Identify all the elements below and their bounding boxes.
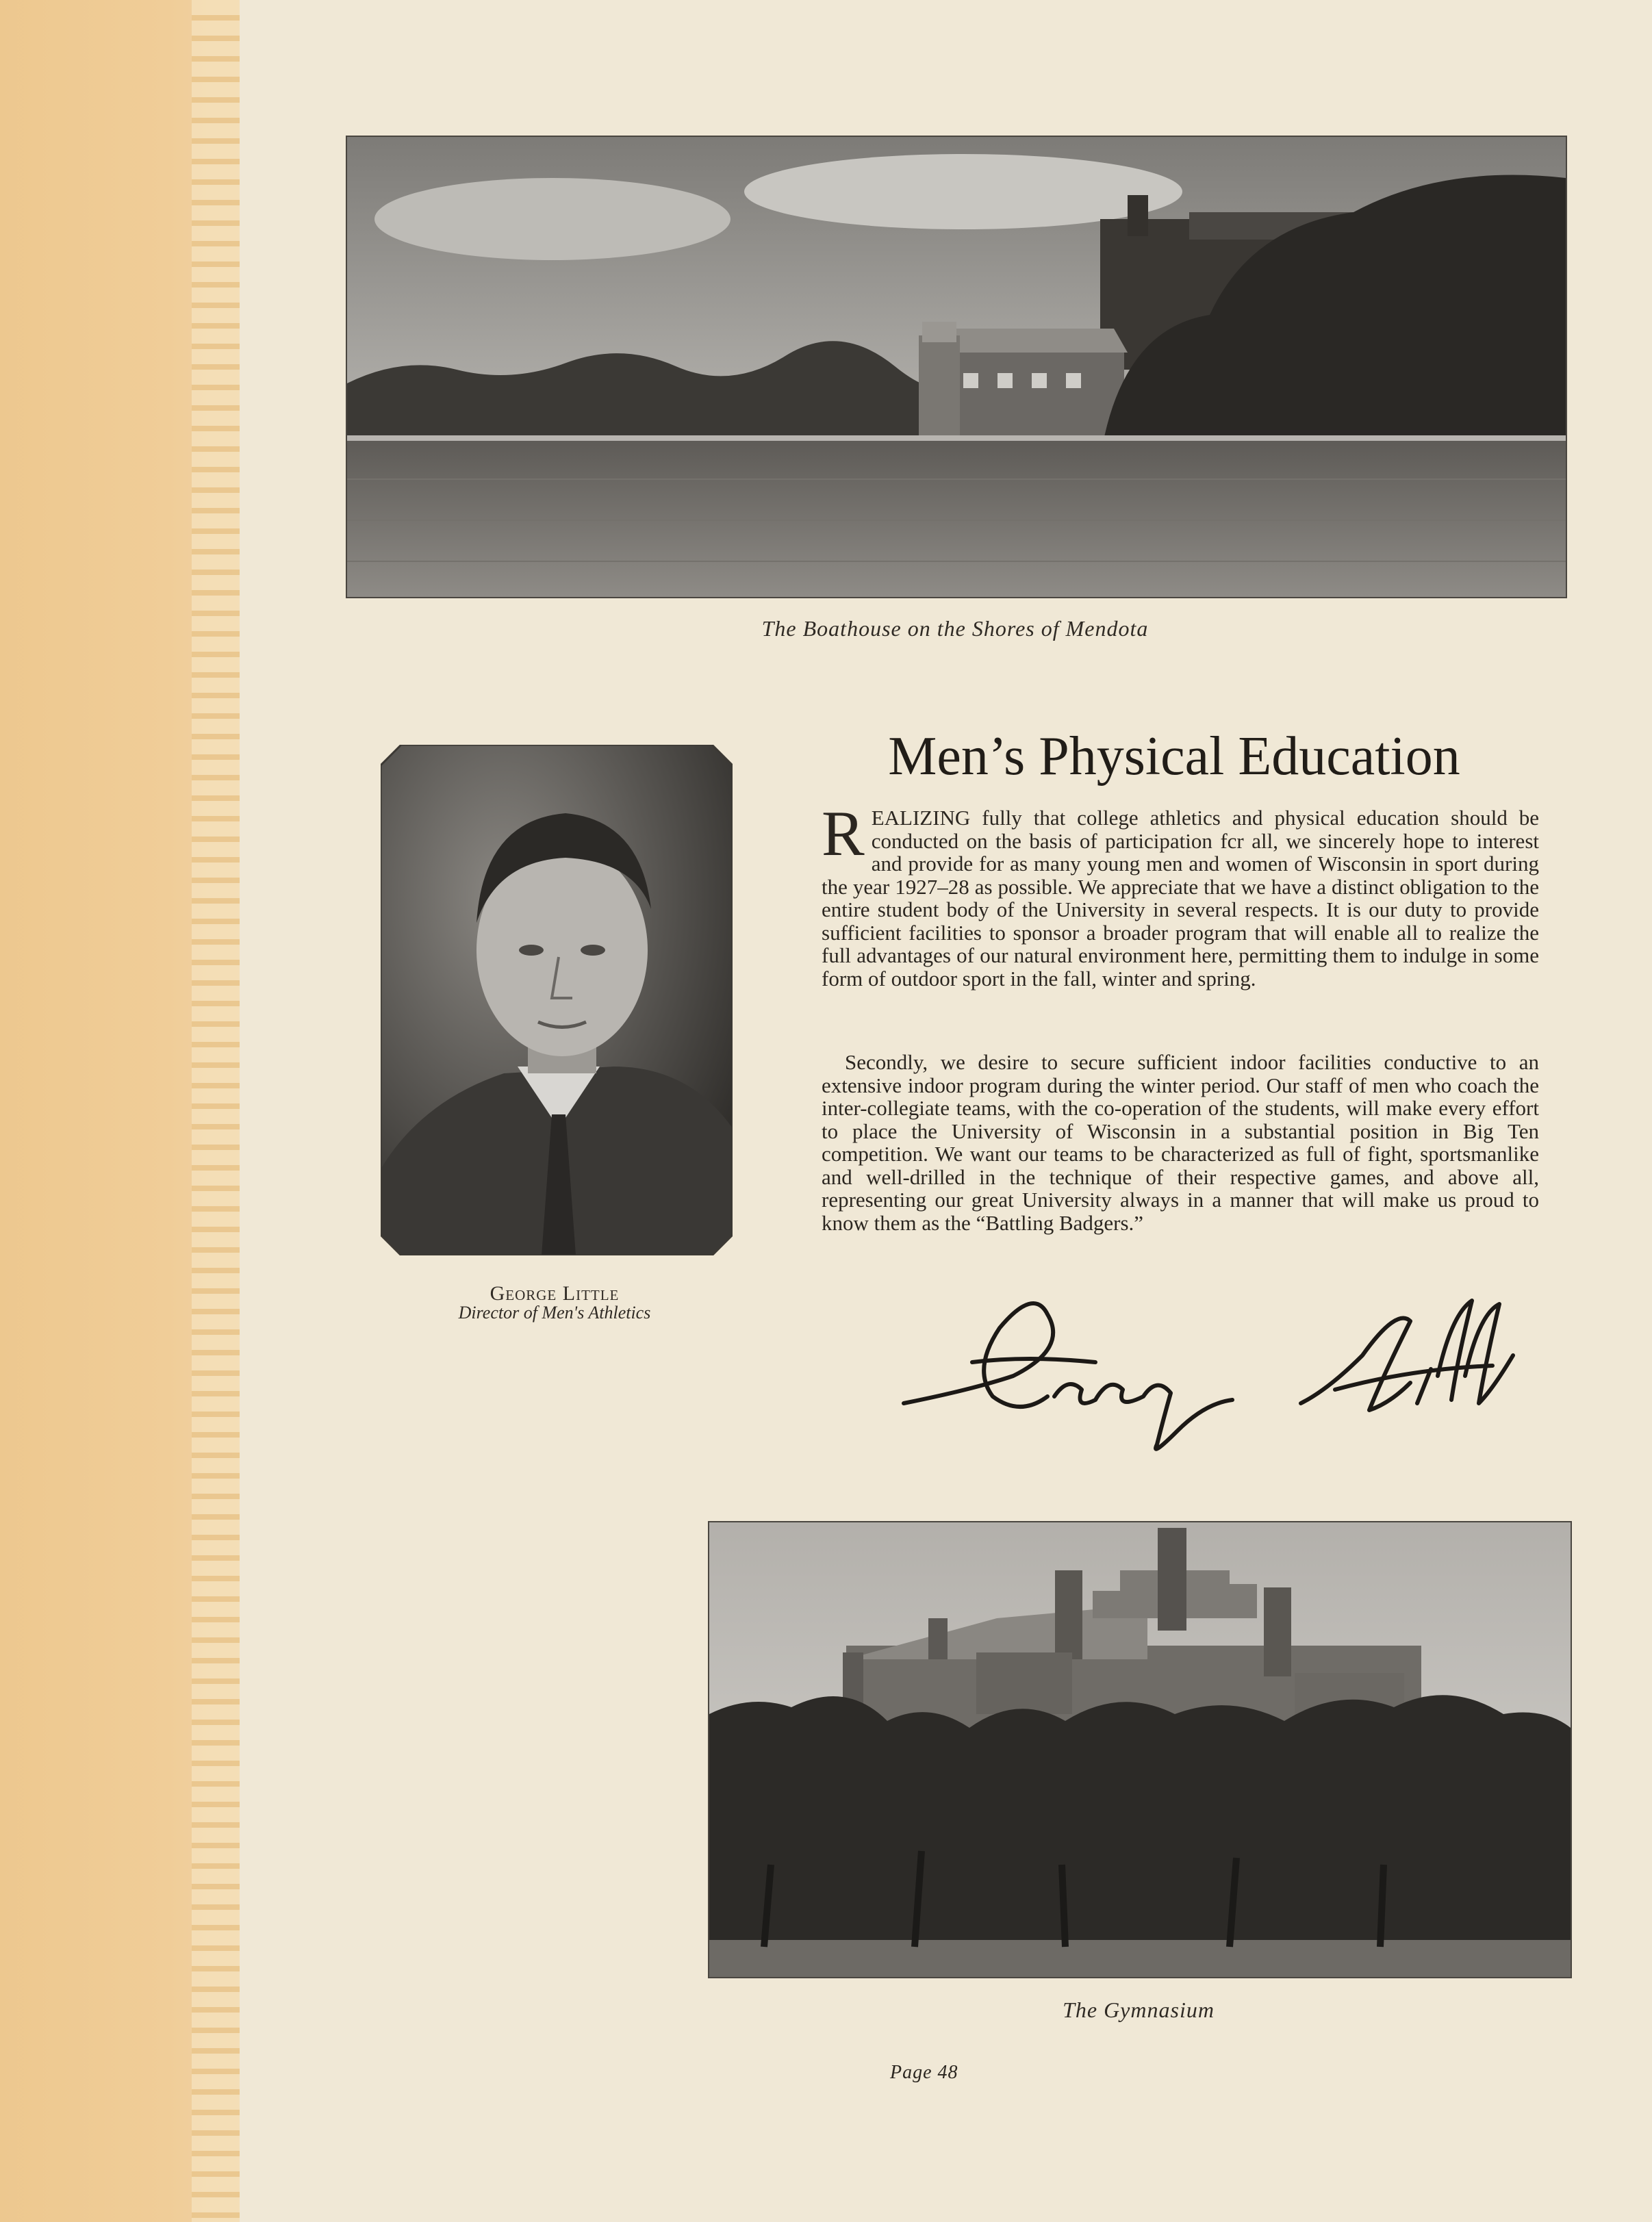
gymnasium-caption: The Gymnasium <box>1063 1997 1215 2022</box>
article-paragraph-2: Secondly, we desire to secure sufficient indoor facilities conductive to an extensive indoor program during the winter period. Our staff of men who coach the inter-collegiate teams, with the co-operation of the students, will make every effort to place the University of Wisconsin in a substantial position in Big Ten competition. We want our teams to be characterized as full of fight, sportsmanlike and well-drilled in the technique of their respective games, and above all, representing our great University always in a manner that will make us proud to know them as the “Battling Badgers.” <box>822 1050 1539 1235</box>
portrait-photo <box>381 745 733 1255</box>
paragraph-1-text: EALIZING fully that college athletics and physical education should be conducted on the basis of participation fcr all, we sincerely hope to interest and provide for as many young men and women of Wisconsin in sport during the year 1927–28 as possible. We appreciate that we have a distinct obligation to the entire student body of the University in several respects. It is our duty to provide sufficient facilities to sponsor a broader program that will enable all to realize the full advantages of our natural environment here, permitting them to indulge in some form of outdoor sport in the fall, winter and spring. <box>822 806 1539 991</box>
article-title: Men’s Physical Education <box>888 726 1460 787</box>
gymnasium-photo <box>708 1521 1572 1978</box>
portrait-name: George Little <box>490 1282 620 1305</box>
boathouse-photo <box>346 136 1567 598</box>
portrait-role: Director of Men's Athletics <box>458 1303 651 1323</box>
portrait-caption <box>383 1284 726 1323</box>
article-paragraph-1 <box>822 798 1539 991</box>
boathouse-caption: The Boathouse on the Shores of Mendota <box>761 616 1149 641</box>
drop-cap: R <box>822 798 865 869</box>
page-number: Page 48 <box>890 2062 958 2083</box>
border-ornament <box>192 0 240 2222</box>
signature <box>890 1273 1527 1455</box>
